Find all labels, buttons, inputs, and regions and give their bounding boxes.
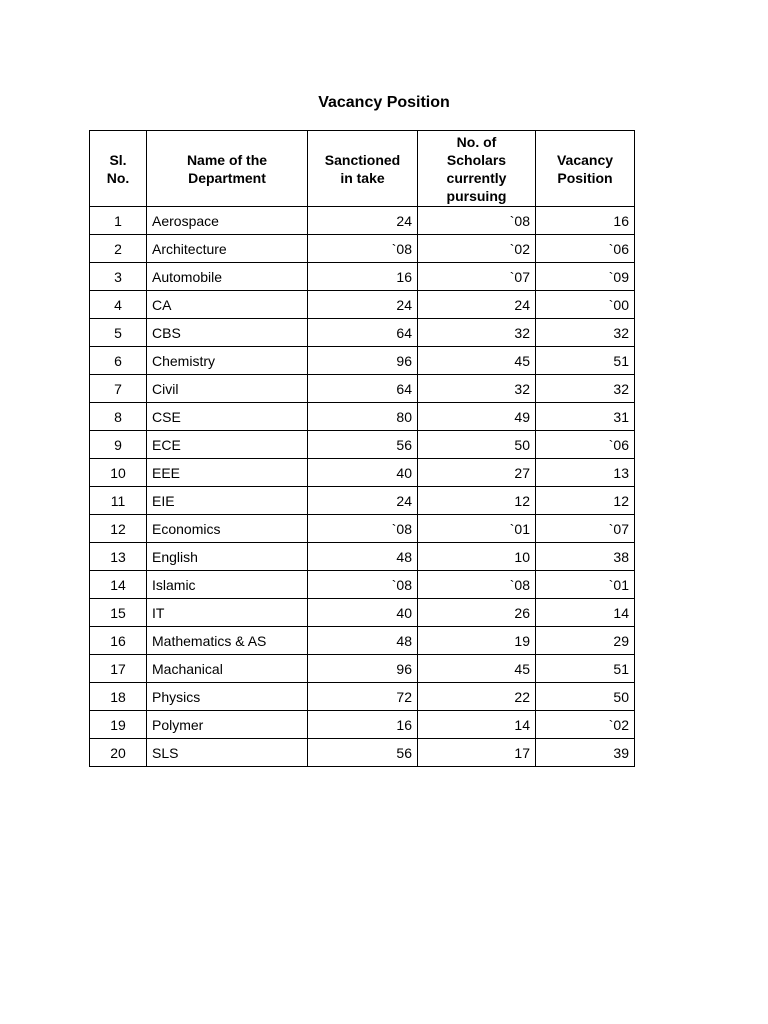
cell-department: Polymer — [147, 711, 308, 739]
table-row — [90, 347, 635, 375]
cell-sl-no: 19 — [90, 711, 147, 739]
cell-vacancy-position: 51 — [536, 347, 635, 375]
table-row — [90, 291, 635, 319]
table-row — [90, 207, 635, 235]
cell-sanctioned-intake: 72 — [308, 683, 418, 711]
cell-vacancy-position: `01 — [536, 571, 635, 599]
cell-sl-no: 11 — [90, 487, 147, 515]
cell-department: CBS — [147, 319, 308, 347]
cell-sanctioned-intake: 24 — [308, 487, 418, 515]
cell-vacancy-position: 29 — [536, 627, 635, 655]
table-row — [90, 571, 635, 599]
cell-scholars-pursuing: 12 — [418, 487, 536, 515]
cell-scholars-pursuing: 32 — [418, 375, 536, 403]
cell-vacancy-position: 51 — [536, 655, 635, 683]
cell-sanctioned-intake: 64 — [308, 375, 418, 403]
cell-scholars-pursuing: 24 — [418, 291, 536, 319]
cell-sanctioned-intake: 96 — [308, 655, 418, 683]
cell-vacancy-position: 14 — [536, 599, 635, 627]
cell-sl-no: 10 — [90, 459, 147, 487]
cell-sl-no: 20 — [90, 739, 147, 767]
page-title: Vacancy Position — [318, 94, 450, 111]
cell-scholars-pursuing: `08 — [418, 571, 536, 599]
cell-sanctioned-intake: 56 — [308, 431, 418, 459]
cell-scholars-pursuing: 45 — [418, 347, 536, 375]
cell-vacancy-position: 32 — [536, 319, 635, 347]
cell-sl-no: 15 — [90, 599, 147, 627]
cell-vacancy-position: 13 — [536, 459, 635, 487]
cell-department: Mathematics & AS — [147, 627, 308, 655]
cell-vacancy-position: `06 — [536, 235, 635, 263]
table-row — [90, 263, 635, 291]
table-row — [90, 487, 635, 515]
table-row — [90, 543, 635, 571]
cell-vacancy-position: `09 — [536, 263, 635, 291]
cell-vacancy-position: 38 — [536, 543, 635, 571]
cell-sanctioned-intake: 96 — [308, 347, 418, 375]
cell-scholars-pursuing: 27 — [418, 459, 536, 487]
cell-department: Architecture — [147, 235, 308, 263]
cell-department: Aerospace — [147, 207, 308, 235]
vacancy-table — [89, 130, 635, 767]
table-row — [90, 627, 635, 655]
cell-department: CA — [147, 291, 308, 319]
header-vacancy-position: Vacancy Position — [536, 131, 635, 207]
cell-sanctioned-intake: 48 — [308, 543, 418, 571]
cell-scholars-pursuing: 32 — [418, 319, 536, 347]
table-row — [90, 711, 635, 739]
cell-department: English — [147, 543, 308, 571]
table-row — [90, 235, 635, 263]
cell-scholars-pursuing: 17 — [418, 739, 536, 767]
cell-scholars-pursuing: `08 — [418, 207, 536, 235]
cell-sanctioned-intake: 48 — [308, 627, 418, 655]
cell-scholars-pursuing: 19 — [418, 627, 536, 655]
table-row — [90, 599, 635, 627]
table-row — [90, 431, 635, 459]
cell-sl-no: 13 — [90, 543, 147, 571]
cell-sanctioned-intake: 64 — [308, 319, 418, 347]
cell-scholars-pursuing: `07 — [418, 263, 536, 291]
header-sanctioned-intake: Sanctioned in take — [308, 131, 418, 207]
cell-sl-no: 16 — [90, 627, 147, 655]
cell-sl-no: 7 — [90, 375, 147, 403]
cell-sl-no: 5 — [90, 319, 147, 347]
header-row — [90, 131, 635, 207]
table-header — [90, 131, 635, 207]
cell-vacancy-position: `00 — [536, 291, 635, 319]
cell-sl-no: 8 — [90, 403, 147, 431]
cell-sl-no: 1 — [90, 207, 147, 235]
cell-sl-no: 18 — [90, 683, 147, 711]
cell-department: Machanical — [147, 655, 308, 683]
table-row — [90, 515, 635, 543]
header-sl-no: Sl. No. — [90, 131, 147, 207]
cell-vacancy-position: `07 — [536, 515, 635, 543]
cell-sanctioned-intake: 40 — [308, 599, 418, 627]
cell-department: CSE — [147, 403, 308, 431]
cell-sanctioned-intake: 16 — [308, 263, 418, 291]
cell-vacancy-position: `06 — [536, 431, 635, 459]
cell-sl-no: 17 — [90, 655, 147, 683]
cell-department: SLS — [147, 739, 308, 767]
table-body — [90, 207, 635, 767]
cell-scholars-pursuing: 14 — [418, 711, 536, 739]
cell-vacancy-position: 39 — [536, 739, 635, 767]
table-row — [90, 459, 635, 487]
cell-department: EIE — [147, 487, 308, 515]
cell-sanctioned-intake: 80 — [308, 403, 418, 431]
cell-department: Chemistry — [147, 347, 308, 375]
cell-sl-no: 4 — [90, 291, 147, 319]
cell-scholars-pursuing: 50 — [418, 431, 536, 459]
table-row — [90, 403, 635, 431]
cell-sanctioned-intake: `08 — [308, 235, 418, 263]
cell-sanctioned-intake: 24 — [308, 207, 418, 235]
cell-vacancy-position: 16 — [536, 207, 635, 235]
cell-scholars-pursuing: 22 — [418, 683, 536, 711]
cell-department: Islamic — [147, 571, 308, 599]
cell-sl-no: 14 — [90, 571, 147, 599]
cell-vacancy-position: 32 — [536, 375, 635, 403]
cell-department: Automobile — [147, 263, 308, 291]
cell-sanctioned-intake: 24 — [308, 291, 418, 319]
cell-scholars-pursuing: 49 — [418, 403, 536, 431]
table-row — [90, 683, 635, 711]
table-row — [90, 655, 635, 683]
cell-department: EEE — [147, 459, 308, 487]
table-row — [90, 375, 635, 403]
cell-department: Economics — [147, 515, 308, 543]
header-scholars-pursuing: No. of Scholars currently pursuing — [418, 131, 536, 207]
cell-department: IT — [147, 599, 308, 627]
cell-scholars-pursuing: `02 — [418, 235, 536, 263]
cell-department: ECE — [147, 431, 308, 459]
cell-sanctioned-intake: 16 — [308, 711, 418, 739]
cell-scholars-pursuing: 45 — [418, 655, 536, 683]
cell-sl-no: 2 — [90, 235, 147, 263]
cell-sl-no: 3 — [90, 263, 147, 291]
cell-vacancy-position: `02 — [536, 711, 635, 739]
cell-sanctioned-intake: 40 — [308, 459, 418, 487]
cell-sl-no: 6 — [90, 347, 147, 375]
table-row — [90, 739, 635, 767]
cell-sanctioned-intake: `08 — [308, 571, 418, 599]
table-row — [90, 319, 635, 347]
cell-vacancy-position: 50 — [536, 683, 635, 711]
cell-scholars-pursuing: `01 — [418, 515, 536, 543]
cell-sanctioned-intake: `08 — [308, 515, 418, 543]
header-department: Name of the Department — [147, 131, 308, 207]
cell-department: Civil — [147, 375, 308, 403]
cell-scholars-pursuing: 26 — [418, 599, 536, 627]
cell-sanctioned-intake: 56 — [308, 739, 418, 767]
cell-sl-no: 9 — [90, 431, 147, 459]
cell-department: Physics — [147, 683, 308, 711]
cell-vacancy-position: 12 — [536, 487, 635, 515]
cell-sl-no: 12 — [90, 515, 147, 543]
cell-scholars-pursuing: 10 — [418, 543, 536, 571]
cell-vacancy-position: 31 — [536, 403, 635, 431]
